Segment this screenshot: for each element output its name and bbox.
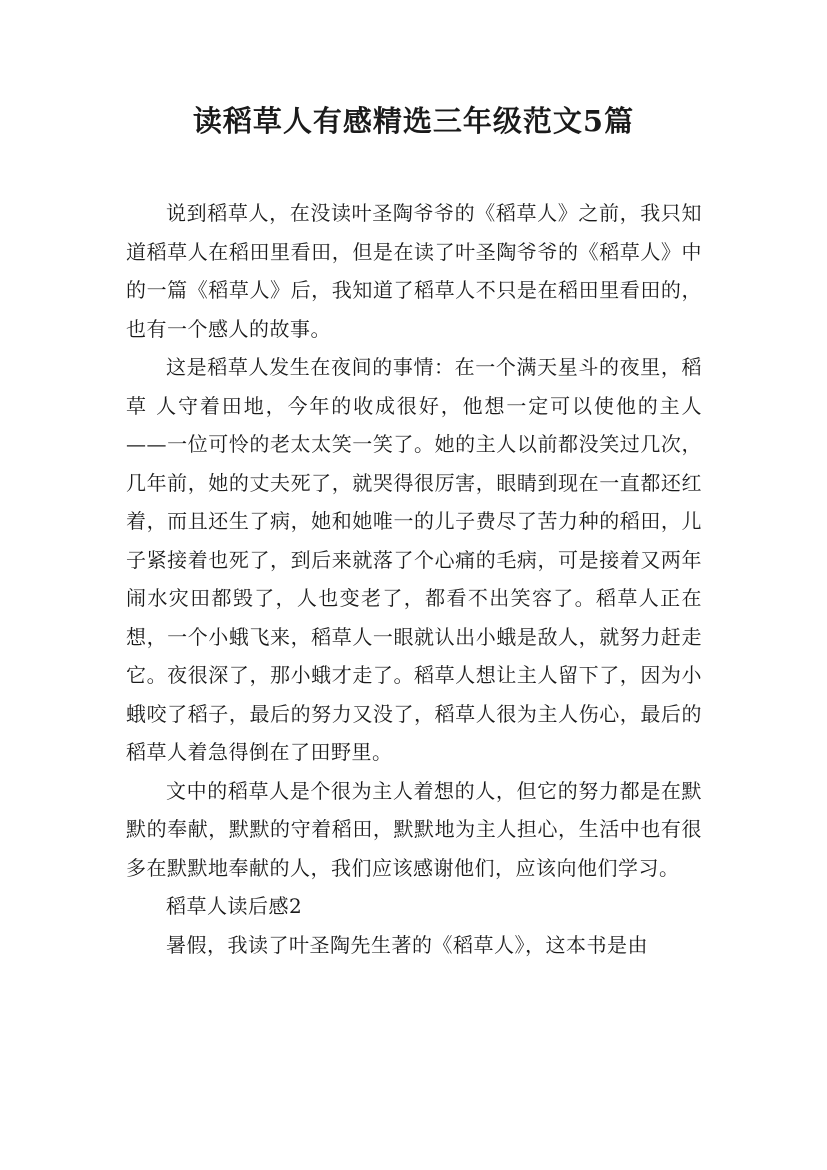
document-title: 读稻草人有感精选三年级范文5篇 bbox=[192, 104, 635, 138]
paragraph-1: 说到稻草人，在没读叶圣陶爷爷的《稻草人》之前，我只知道稻草人在稻田里看田，但是在读了叶圣陶爷爷的《稻草人》中的一篇《稻草人》后，我知道了稻草人不只是在稻田里看田的，也有一个感人的故事。 bbox=[126, 201, 702, 341]
paragraph-4: 暑假，我读了叶圣陶先生著的《稻草人》，这本书是由 bbox=[166, 932, 648, 957]
paragraph-2: 这是稻草人发生在夜间的事情：在一个满天星斗的夜里，稻草 人守着田地，今年的收成很好，他想一定可以使他的主人——一位可怜的老太太笑一笑了。她的主人以前都没笑过几次，几年前，她的丈夫死了，就哭得很厉害，眼睛到现在一直都还红着，而且还生了病，她和她唯一的儿子费尽了苦力种的稻田，儿子紧接着也死了，到后来就落了个心痛的毛病，可是接着又两年闹水灾田都毁了，人也变老了，都看不出笑容了。稻草人正在想，一个小蛾飞来，稻草人一眼就认出小蛾是敌人，就努力赶走它。夜很深了，那小蛾才走了。稻草人想让主人留下了，因为小蛾咬了稻子，最后的努力又没了，稻草人很为主人伤心，最后的稻草人着急得倒在了田野里。 bbox=[126, 355, 702, 764]
paragraph-3: 文中的稻草人是个很为主人着想的人，但它的努力都是在默默的奉献，默默的守着稻田，默默地为主人担心，生活中也有很多在默默地奉献的人，我们应该感谢他们，应该向他们学习。 bbox=[126, 778, 702, 880]
document-body bbox=[126, 194, 702, 964]
section-subheading: 稻草人读后感2 bbox=[166, 894, 303, 918]
